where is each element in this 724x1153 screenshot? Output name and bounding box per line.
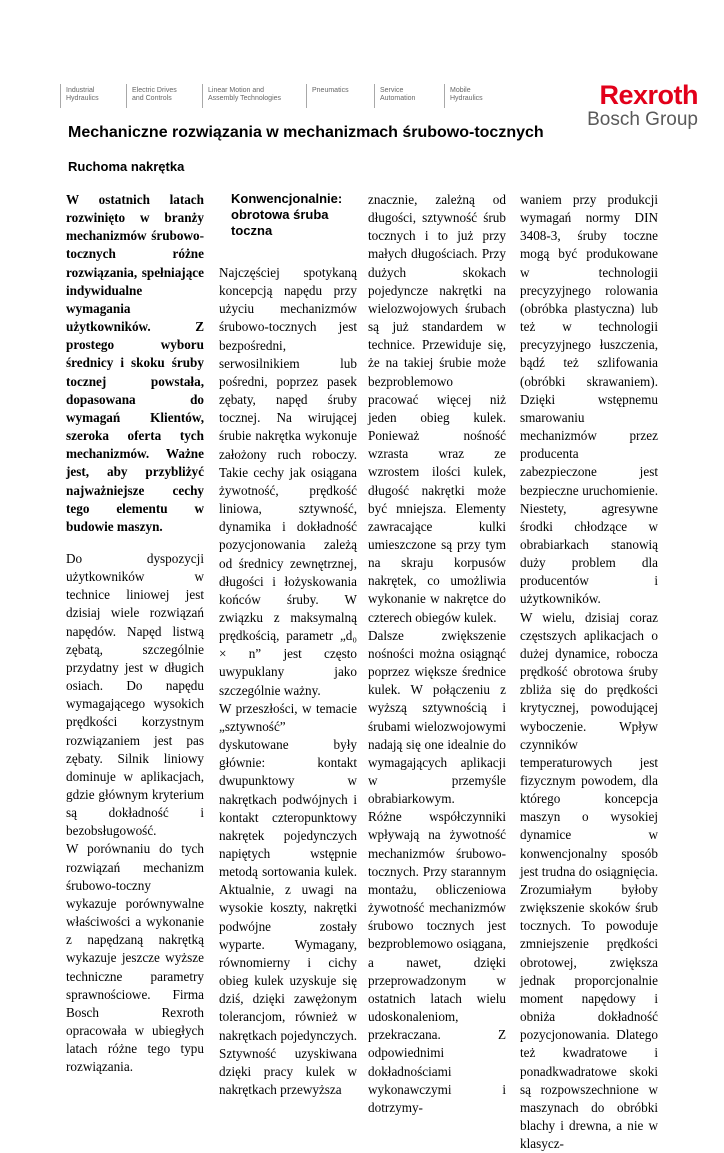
paragraph: znacznie, zależną od długości, sztywność śrub tocznych i to już przy małych długościach. Przy dużych skokach pojedyncze nakrętki na wielozwojowych śrubach są już standardem w technice. Przewiduje się, że na takiej śrubie może bezproblemowo pracować więcej niż jeden obieg kulek. Ponieważ nośność wzrasta wraz ze wzrostem ilości kulek, długość nakrętki może być mniejsza. Elementy zawracające kulki umieszczone są przy tym na skraju korpusów nakrętek, co umożliwia wykonanie w nakrętce do czterech obiegów kulek. xyxy=(368,192,506,625)
division-mobile-hydraulics: Mobile Hydraulics xyxy=(444,84,508,108)
division-nav xyxy=(60,84,508,108)
rexroth-logo xyxy=(587,82,698,130)
section-heading: Konwencjonalnie: obrotowa śruba toczna xyxy=(231,191,343,238)
logo-wordmark: Rexroth xyxy=(599,80,698,110)
page-subtitle: Ruchoma nakrętka xyxy=(68,159,185,174)
page-title: Mechaniczne rozwiązania w mechanizmach śrubowo-tocznych xyxy=(68,124,544,141)
paragraph: Do dyspozycji użytkowników w technice liniowej jest dzisiaj wiele rozwiązań napędów. Napęd listwą zębatą, szczególnie przydatny jest w długich osiach. Do napędu wymagającego wysokich prędkości korzystnym rozwiązaniem jest pas zębaty. Silnik liniowy dominuje w aplikacjach, gdzie głównym kryterium są dokładność i bezobsługowość. xyxy=(66,550,204,839)
division-pneumatics: Pneumatics xyxy=(306,84,374,108)
text-column-4 xyxy=(520,191,658,1153)
paragraph: Dalsze zwiększenie nośności można osiągnąć poprzez większe średnice kulek. W połączeniu z wyższą sztywnością i śrubami wielozwojowymi nadają się one idealnie do wymagających aplikacji w przemyśle obrabiarkowym. xyxy=(368,627,506,807)
text-column-2 xyxy=(219,191,357,1099)
paragraph: Różne współczynniki wpływają na żywotność mechanizmów śrubowo-tocznych. Przy starannym montażu, obliczeniowa żywotność mechanizmów śrubowo tocznych jest bezproblemowo osiągana, a nawet, dzięki przeprowadzonym w ostatnich latach wielu udoskonaleniom, przekraczana. Z odpowiednimi dokładnościami wykonawczymi i dotrzymy- xyxy=(368,809,506,1115)
division-electric-drives: Electric Drives and Controls xyxy=(126,84,202,108)
paragraph: W wielu, dzisiaj coraz częstszych aplikacjach o dużej dynamice, robocza prędkość obrotowa śruby zbliża się do prędkości krytycznej, powodującej wyboczenie. Wpływ czynników temperaturowych jest fizycznym powodem, dla którego koncepcja maszyn o wysokiej dynamice w konwencjonalny sposób jest trudna do osiągnięcia. Zrozumiałym byłoby zwiększenie skoków śrub tocznych. To powoduje zmniejszenie prędkości obrotowej, zwiększa jednak proporcjonalnie moment napędowy i obniża dokładność pozycjonowania. Dlatego też kwadratowe i ponadkwadratowe skoki są rozpowszechnione w maszynach do obróbki blachy i drewna, a nie w klasycz- xyxy=(520,609,658,1152)
paragraph: W porównaniu do tych rozwiązań mechanizm śrubowo-toczny wykazuje porównywalne właściwości a wykonanie z napędzaną nakrętką wykazuje jeszcze wyższe techniczne parametry sprawnościowe. Firma Bosch Rexroth opracowała w ubiegłych latach różne tego typu rozwiązania. xyxy=(66,841,204,1075)
lead-paragraph: W ostatnich latach rozwinięto w branży mechanizmów śrubowo-tocznych różne rozwiązania, spełniające indywidualne wymagania użytkowników. Z prostego wyboru średnicy i skoku śruby tocznej powstała, dopasowana do wymagań Klientów, szeroka oferta tych mechanizmów. Ważne jest, aby przybliżyć najważniejsze cechy tego elementu w budowie maszyn. xyxy=(66,192,204,534)
text-column-1 xyxy=(66,191,204,1077)
division-linear-motion: Linear Motion and Assembly Technologies xyxy=(202,84,306,108)
text-column-3 xyxy=(368,191,506,1117)
logo-group-name: Bosch Group xyxy=(587,109,698,130)
paragraph: W przeszłości, w temacie „sztywność” dyskutowane były głównie: kontakt dwupunktowy w nakrętkach podwójnych i kontakt czteropunktowy nakrętek pojedynczych napiętych wstępnie metodą sortowania kulek. Aktualnie, z uwagi na wysokie koszty, nakrętki podwójne zostały wyparte. Wymagany, równomierny i cichy obieg kulek uzyskuje się dziś, dzięki zawężonym tolerancjom, również w nakrętkach pojedynczych. Sztywność uzyskiwana dzięki pracy kulek w nakrętkach przewyższa xyxy=(219,700,357,1098)
paragraph: Najczęściej spotykaną koncepcją napędu przy użyciu mechanizmów śrubowo-tocznych jest bezpośredni, serwosilnikiem lub pośredni, poprzez pasek zębaty, napęd śruby tocznej. Na wirującej śrubie nakrętka wykonuje założony ruch roboczy. Takie cechy jak osiągana żywotność, prędkość liniowa, sztywność, dynamika i dokładność pozycjonowania zależą od średnicy zewnętrznej, długości i łożyskowania końców śruby. W związku z maksymalną prędkością, parametr „d₀ × n” jest często uwypuklany jako szczególnie ważny. xyxy=(219,265,357,698)
paragraph: waniem przy produkcji wymagań normy DIN 3408-3, śruby toczne mogą być produkowane w technologii precyzyjnego rolowania (obróbka plastyczna) lub też w technologii precyzyjnego łuszczenia, bądź też szlifowania (obróbki skrawaniem). Dzięki wstępnemu smarowaniu mechanizmów przez producenta zabezpieczone jest bezpieczne uruchomienie. Niestety, agresywne środki chłodzące w obrabiarkach stanowią duży problem dla producentów i użytkowników. xyxy=(520,192,658,607)
division-industrial-hydraulics: Industrial Hydraulics xyxy=(60,84,126,108)
division-service-automation: Service Automation xyxy=(374,84,444,108)
